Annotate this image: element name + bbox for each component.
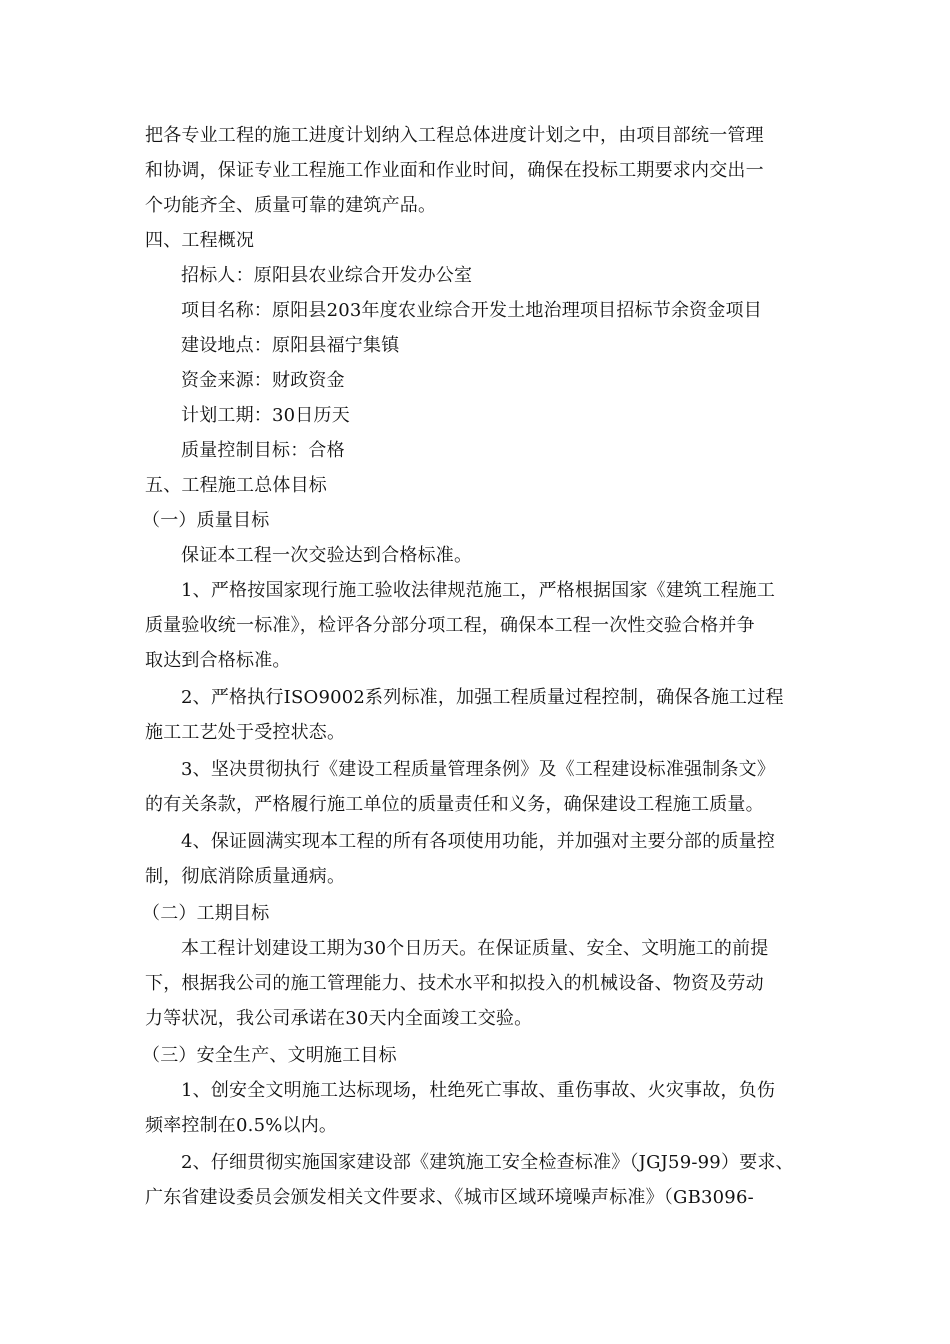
- paragraph-line: 个功能齐全、质量可靠的建筑产品。: [145, 195, 437, 216]
- list-item-line: 2、仔细贯彻实施国家建设部《建筑施工安全检查标准》（JGJ59-99）要求、: [181, 1152, 794, 1173]
- info-schedule: 计划工期：30日历天: [181, 405, 350, 426]
- list-item-line: 施工工艺处于受控状态。: [145, 722, 346, 743]
- list-item-line: 1、创安全文明施工达标现场，杜绝死亡事故、重伤事故、火灾事故，负伤: [181, 1080, 776, 1101]
- section-heading: 五、工程施工总体目标: [145, 475, 327, 496]
- info-location: 建设地点：原阳县福宁集镇: [181, 335, 400, 356]
- list-item-line: 的有关条款，严格履行施工单位的质量责任和义务，确保建设工程施工质量。: [145, 794, 764, 815]
- paragraph-line: 本工程计划建设工期为30个日历天。在保证质量、安全、文明施工的前提: [181, 938, 769, 959]
- paragraph-line: 和协调，保证专业工程施工作业面和作业时间，确保在投标工期要求内交出一: [145, 160, 764, 181]
- list-item-line: 4、保证圆满实现本工程的所有各项使用功能，并加强对主要分部的质量控: [181, 831, 776, 852]
- info-tenderer: 招标人：原阳县农业综合开发办公室: [181, 265, 473, 286]
- paragraph-line: 保证本工程一次交验达到合格标准。: [181, 545, 473, 566]
- list-item-line: 质量验收统一标准》，检评各分部分项工程，确保本工程一次性交验合格并争: [145, 615, 755, 636]
- list-item-line: 取达到合格标准。: [145, 650, 291, 671]
- list-item-line: 制，彻底消除质量通病。: [145, 866, 346, 887]
- paragraph-line: 把各专业工程的施工进度计划纳入工程总体进度计划之中，由项目部统一管理: [145, 125, 764, 146]
- paragraph-line: 下，根据我公司的施工管理能力、技术水平和拟投入的机械设备、物资及劳动: [145, 973, 764, 994]
- subsection-heading: （二）工期目标: [142, 903, 270, 924]
- info-project-name: 项目名称：原阳县203年度农业综合开发土地治理项目招标节余资金项目: [181, 300, 762, 321]
- list-item-line: 2、严格执行ISO9002系列标准，加强工程质量过程控制，确保各施工过程: [181, 687, 784, 708]
- subsection-heading: （一）质量目标: [142, 510, 270, 531]
- section-heading: 四、工程概况: [145, 230, 255, 251]
- list-item-line: 1、严格按国家现行施工验收法律规范施工，严格根据国家《建筑工程施工: [181, 580, 776, 601]
- list-item-line: 广东省建设委员会颁发相关文件要求、《城市区域环境噪声标准》（GB3096-: [145, 1187, 754, 1208]
- subsection-heading: （三）安全生产、文明施工目标: [142, 1045, 397, 1066]
- paragraph-line: 力等状况，我公司承诺在30天内全面竣工交验。: [145, 1008, 533, 1029]
- list-item-line: 3、坚决贯彻执行《建设工程质量管理条例》及《工程建设标准强制条文》: [181, 759, 776, 780]
- info-quality-target: 质量控制目标：合格: [181, 440, 345, 461]
- list-item-line: 频率控制在0.5%以内。: [145, 1115, 338, 1136]
- info-funding: 资金来源：财政资金: [181, 370, 345, 391]
